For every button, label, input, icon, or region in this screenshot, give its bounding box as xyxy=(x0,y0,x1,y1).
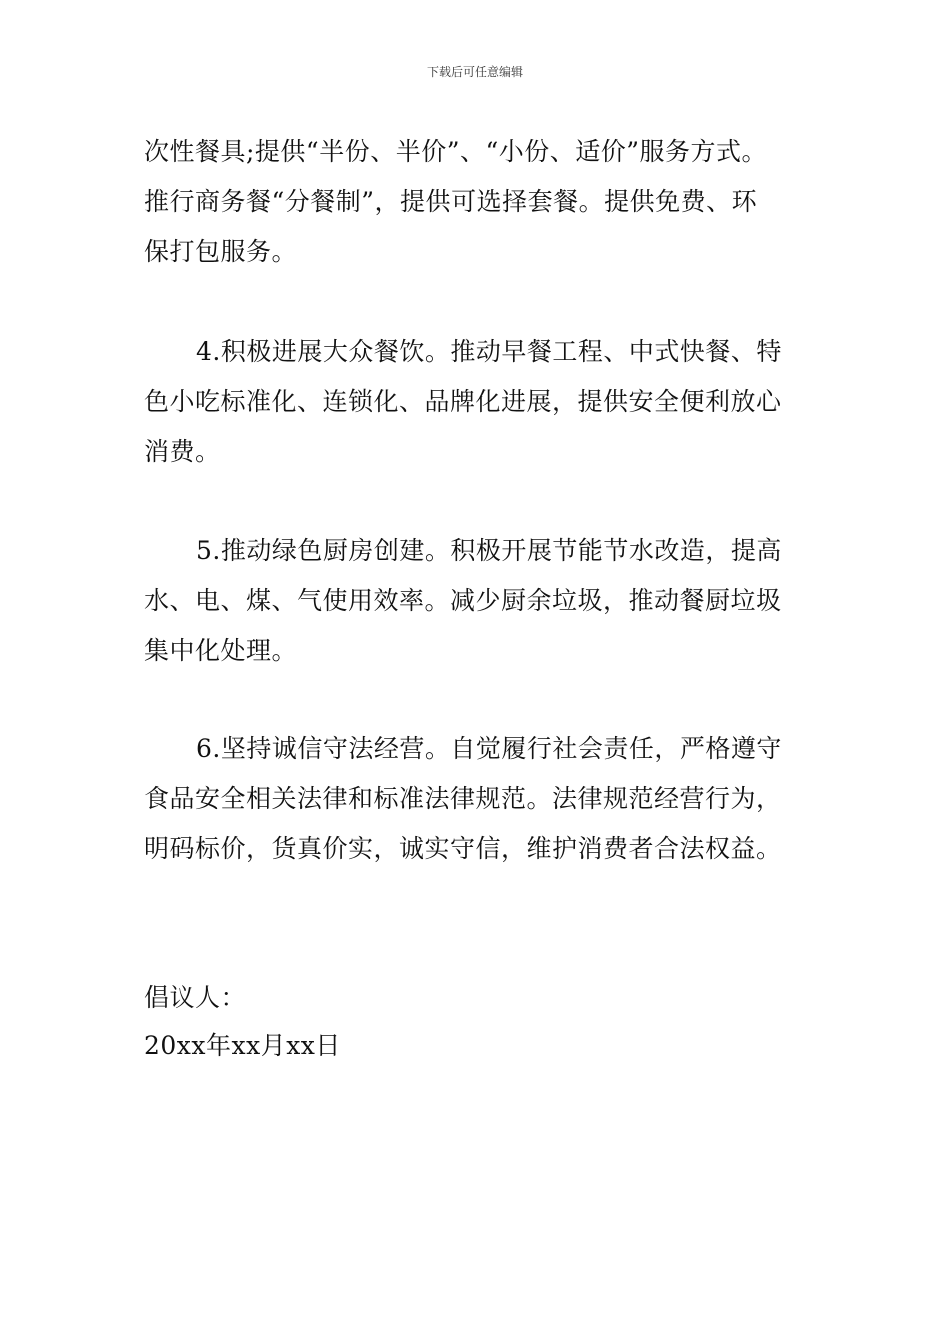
text-line: 推行商务餐“分餐制”，提供可选择套餐。提供免费、环 xyxy=(144,187,758,216)
text-line: 色小吃标准化、连锁化、品牌化进展，提供安全便利放心 xyxy=(144,387,782,416)
page-header-note: 下载后可任意编辑 xyxy=(426,65,523,79)
signature-date: 20xx年xx月xx日 xyxy=(144,1031,341,1060)
paragraph-intro xyxy=(144,127,844,277)
text-line: 5.推动绿色厨房创建。积极开展节能节水改造，提高 xyxy=(196,536,782,565)
text-line: 明码标价，货真价实，诚实守信，维护消费者合法权益。 xyxy=(144,834,782,863)
text-line: 水、电、煤、气使用效率。减少厨余垃圾，推动餐厨垃圾 xyxy=(144,586,782,615)
paragraph-item-4 xyxy=(144,327,844,477)
text-line: 集中化处理。 xyxy=(144,636,298,665)
text-line: 消费。 xyxy=(144,437,221,466)
text-line: 次性餐具;提供“半份、半价”、“小份、适价”服务方式。 xyxy=(144,137,768,166)
paragraph-item-6 xyxy=(144,724,844,874)
text-line: 4.积极进展大众餐饮。推动早餐工程、中式快餐、特 xyxy=(196,337,782,366)
text-line: 食品安全相关法律和标准法律规范。法律规范经营行为， xyxy=(144,784,782,813)
paragraph-item-5 xyxy=(144,526,844,676)
signature-block xyxy=(144,974,844,1070)
proposer-label: 倡议人： xyxy=(144,983,247,1012)
text-line: 保打包服务。 xyxy=(144,237,298,266)
text-line: 6.坚持诚信守法经营。自觉履行社会责任，严格遵守 xyxy=(196,734,782,763)
